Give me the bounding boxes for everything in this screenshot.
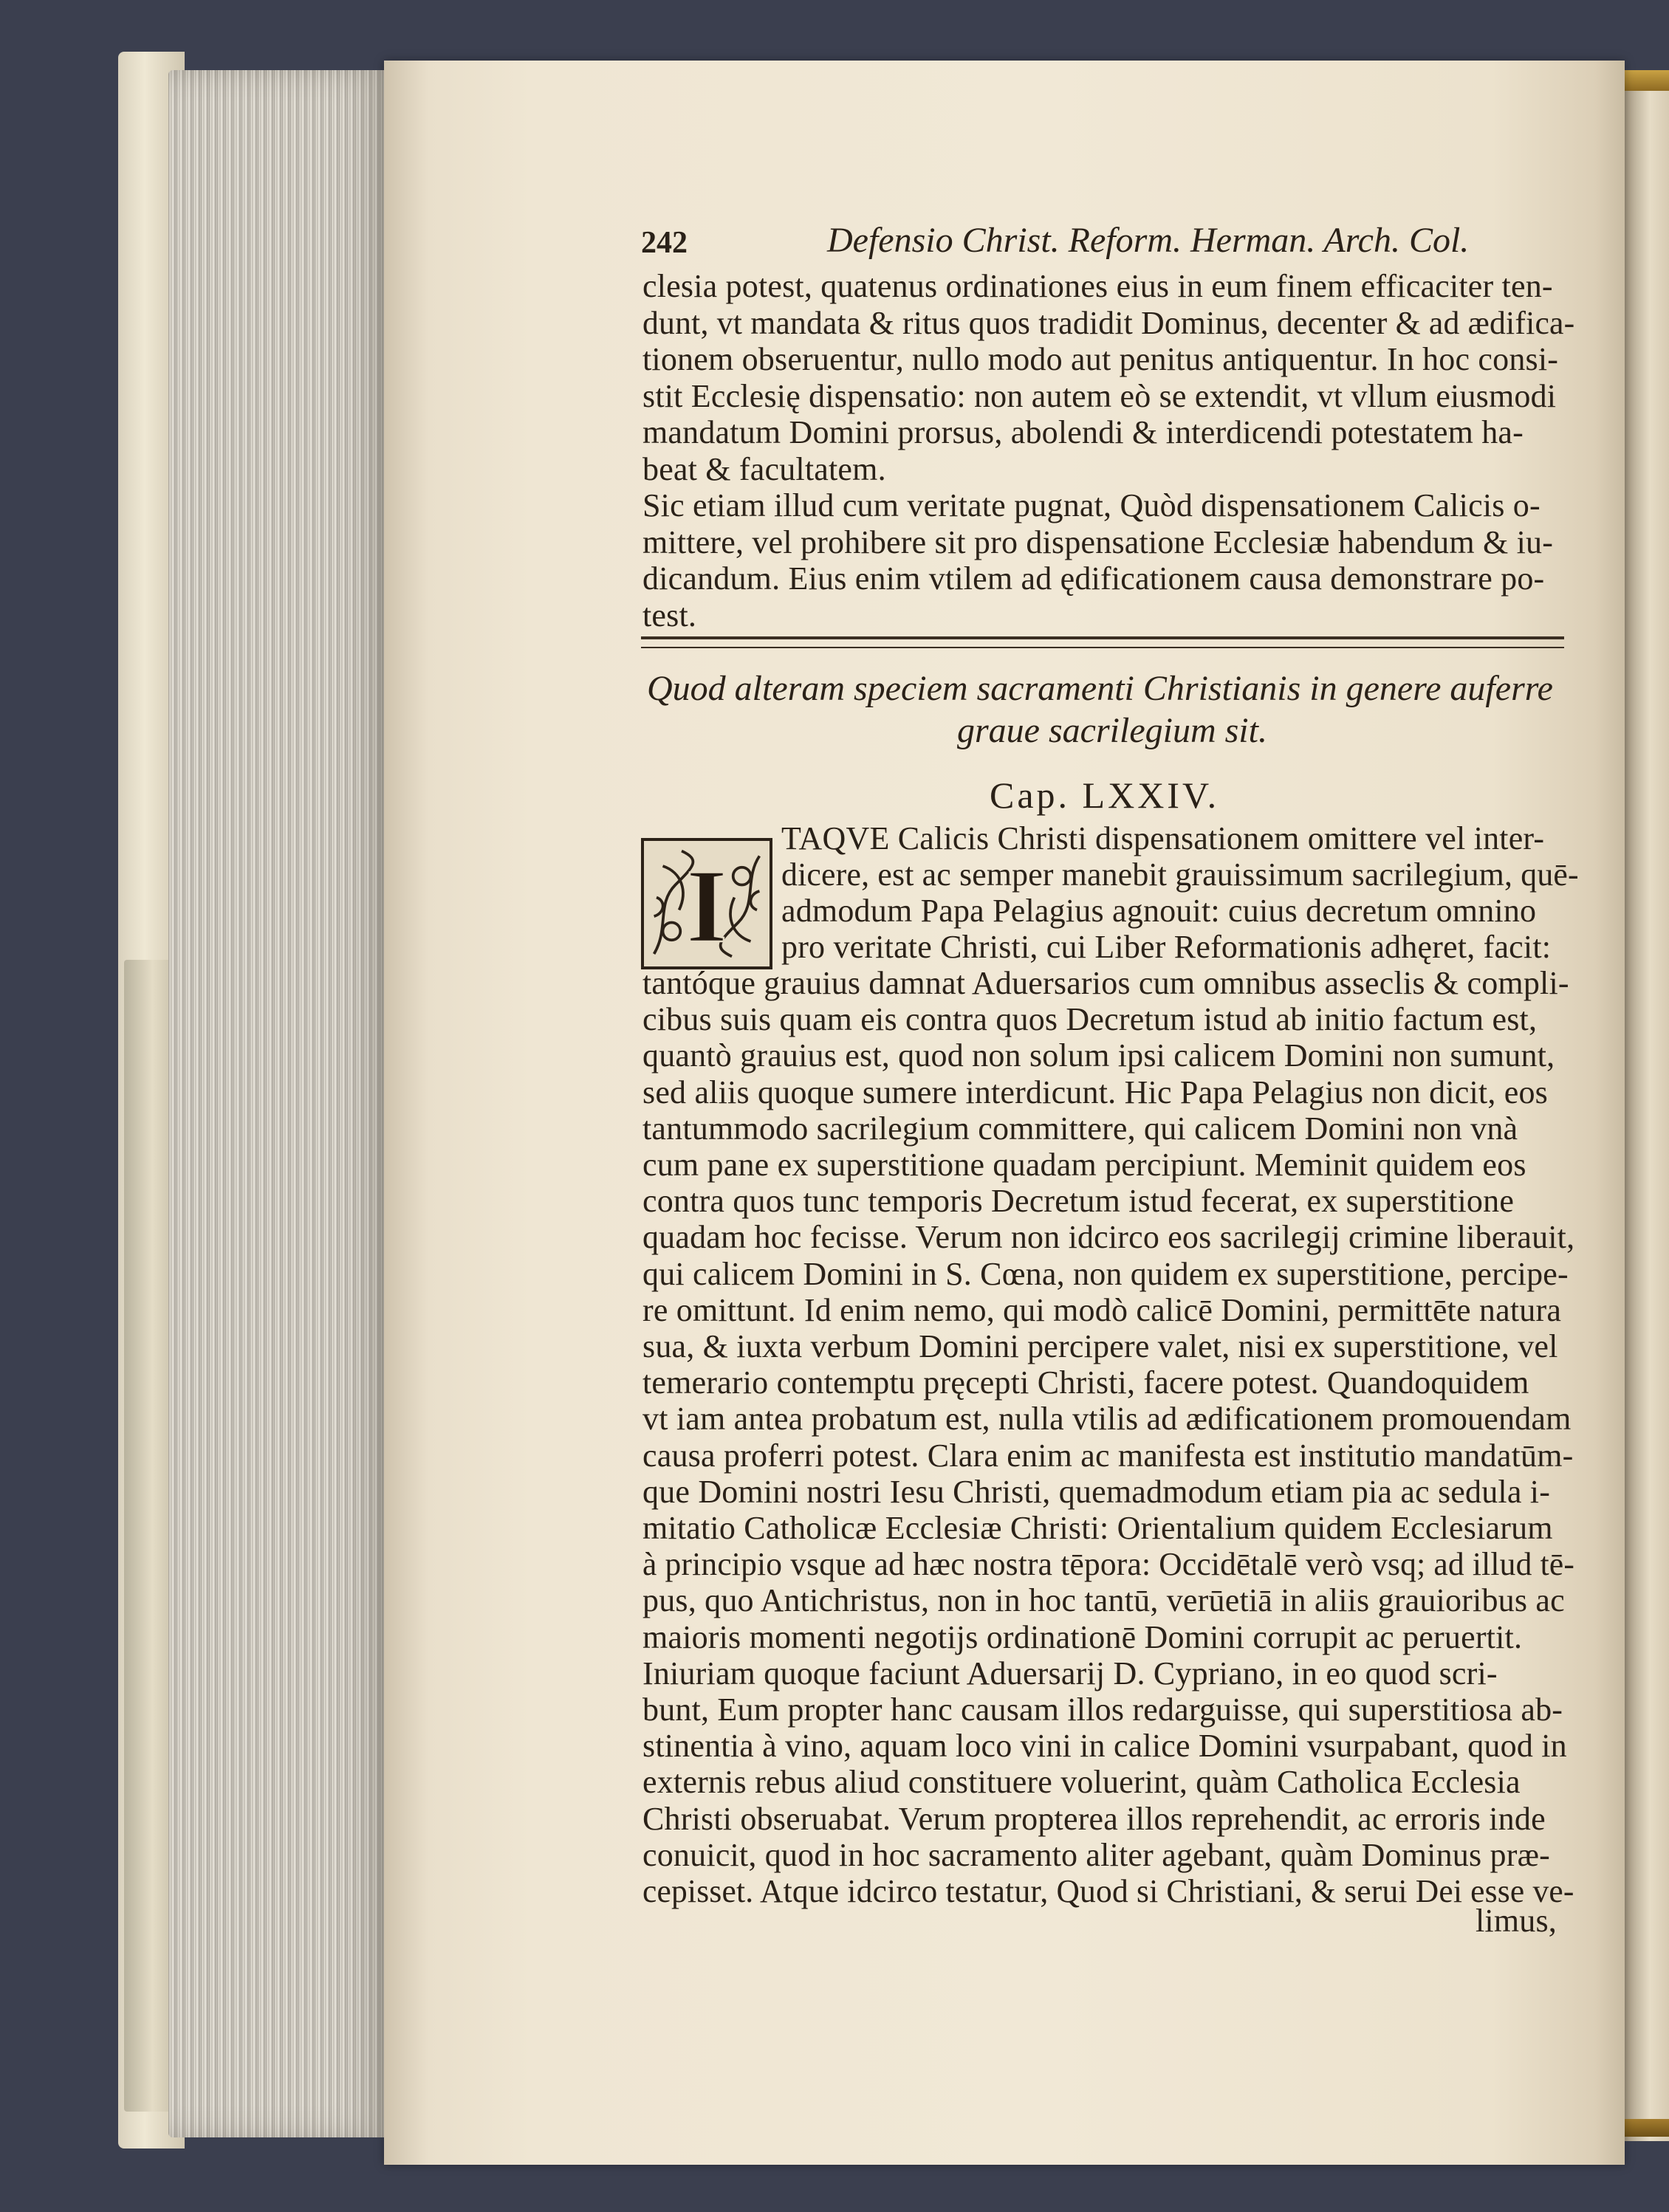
chapter-heading-line-2: graue sacrilegium sit. [957, 711, 1267, 750]
text-line: stinentia à vino, aquam loco vini in calice Domini vsurpabant, quod in [642, 1728, 1567, 1765]
text-line: beat & facultatem. [642, 450, 886, 487]
text-line: dunt, vt mandata & ritus quos tradidit Dominus, decenter & ad ædifica- [642, 304, 1575, 341]
text-line: re omittunt. Id enim nemo, qui modò calicē Domini, permittēte natura [642, 1291, 1562, 1328]
text-line: tantóque grauius damnat Aduersarios cum omnibus asseclis & compli- [642, 965, 1569, 1001]
text-line: pro veritate Christi, cui Liber Reformationis adhęret, facit: [781, 929, 1552, 965]
gilt-edge-top [1617, 70, 1669, 91]
text-line: tionem obseruentur, nullo modo aut penitus antiquentur. In hoc consi- [642, 341, 1559, 377]
text-line: clesia potest, quatenus ordinationes eius in eum finem efficaciter ten- [642, 268, 1553, 304]
text-line: qui calicem Domini in S. Cœna, non quidem ex superstitione, percipe- [642, 1255, 1569, 1292]
svg-text:I: I [686, 848, 727, 964]
text-line: dicere, est ac semper manebit grauissimum sacrilegium, quē- [781, 856, 1579, 893]
text-line: mandatum Domini prorsus, abolendi & interdicendi potestatem ha- [642, 414, 1524, 450]
text-line: à principio vsque ad hæc nostra tēpora: Occidētalē verò vsq; ad illud tē- [642, 1546, 1574, 1583]
gilt-edge-bottom [1617, 2119, 1669, 2137]
text-line: tantummodo sacrilegium committere, qui calicem Domini non vnà [642, 1110, 1518, 1147]
ornament-initial-icon [644, 841, 770, 966]
page-stack-edges [168, 70, 390, 2137]
text-line: cepisset. Atque idcirco testatur, Quod si Christiani, & serui Dei esse ve- [642, 1873, 1574, 1909]
text-line: cibus suis quam eis contra quos Decretum istud ab initio factum est, [642, 1001, 1538, 1038]
text-line: Christi obseruabat. Verum propterea illos reprehendit, ac erroris inde [642, 1800, 1546, 1837]
heading-rule-double [641, 647, 1564, 648]
text-line: stit Ecclesię dispensatio: non autem eò se extendit, vt vllum eiusmodi [642, 377, 1557, 414]
text-line: dicandum. Eius enim vtilem ad ędificationem causa demonstrare po- [642, 560, 1545, 597]
text-line: externis rebus aliud constituere voluerint, quàm Catholica Ecclesia [642, 1764, 1521, 1801]
text-line: causa proferri potest. Clara enim ac manifesta est institutio mandatūm- [642, 1437, 1574, 1474]
chapter-heading-line-1: Quod alteram speciem sacramenti Christianis in genere auferre [647, 669, 1553, 708]
text-line: contra quos tunc temporis Decretum istud fecerat, ex superstitione [642, 1183, 1515, 1220]
text-line: sua, & iuxta verbum Domini percipere valet, nisi ex superstitione, vel [642, 1328, 1558, 1364]
text-line: quantò grauius est, quod non solum ipsi calicem Domini non sumunt, [642, 1037, 1555, 1074]
text-line: quadam hoc fecisse. Verum non idcirco eos sacrilegij crimine liberauit, [642, 1219, 1575, 1256]
text-line: TAQVE Calicis Christi dispensationem omittere vel inter- [781, 820, 1545, 856]
text-line: vt iam antea probatum est, nulla vtilis ad ædificationem promouendam [642, 1401, 1572, 1438]
text-line: sed aliis quoque sumere interdicunt. Hic Papa Pelagius non dicit, eos [642, 1074, 1548, 1110]
text-line: pus, quo Antichristus, non in hoc tantū, verūetiā in aliis grauioribus ac [642, 1582, 1565, 1619]
text-line: conuicit, quod in hoc sacramento aliter agebant, quàm Dominus præ- [642, 1836, 1550, 1873]
text-line: mitatio Catholicæ Ecclesiæ Christi: Orientalium quidem Ecclesiarum [642, 1510, 1553, 1546]
text-line: que Domini nostri Iesu Christi, quemadmodum etiam pia ac sedula i- [642, 1473, 1551, 1510]
text-line: temerario contemptu pręcepti Christi, facere potest. Quandoquidem [642, 1364, 1529, 1401]
text-line: test. [642, 597, 697, 633]
running-head-title: Defensio Christ. Reform. Herman. Arch. Col. [827, 221, 1470, 260]
text-line: maioris momenti negotijs ordinationē Domini corrupit ac peruertit. [642, 1618, 1523, 1655]
text-line: admodum Papa Pelagius agnouit: cuius decretum omnino [781, 893, 1537, 929]
decorated-initial [641, 838, 772, 969]
heading-rule-top [641, 636, 1564, 639]
catchword: limus, [1476, 1903, 1557, 1939]
text-line: mittere, vel prohibere sit pro dispensatione Ecclesiæ habendum & iu- [642, 523, 1554, 560]
text-line: Iniuriam quoque faciunt Aduersarij D. Cypriano, in eo quod scri- [642, 1655, 1498, 1691]
text-line: cum pane ex superstitione quadam percipiunt. Meminit quidem eos [642, 1147, 1526, 1183]
page-number: 242 [641, 226, 688, 260]
facing-page-edge [1621, 74, 1669, 2141]
text-line: bunt, Eum propter hanc causam illos redarguisse, qui superstitiosa ab- [642, 1691, 1563, 1728]
chapter-number: Cap. LXXIV. [990, 774, 1220, 816]
text-line: Sic etiam illud cum veritate pugnat, Quòd dispensationem Calicis o- [642, 487, 1541, 523]
